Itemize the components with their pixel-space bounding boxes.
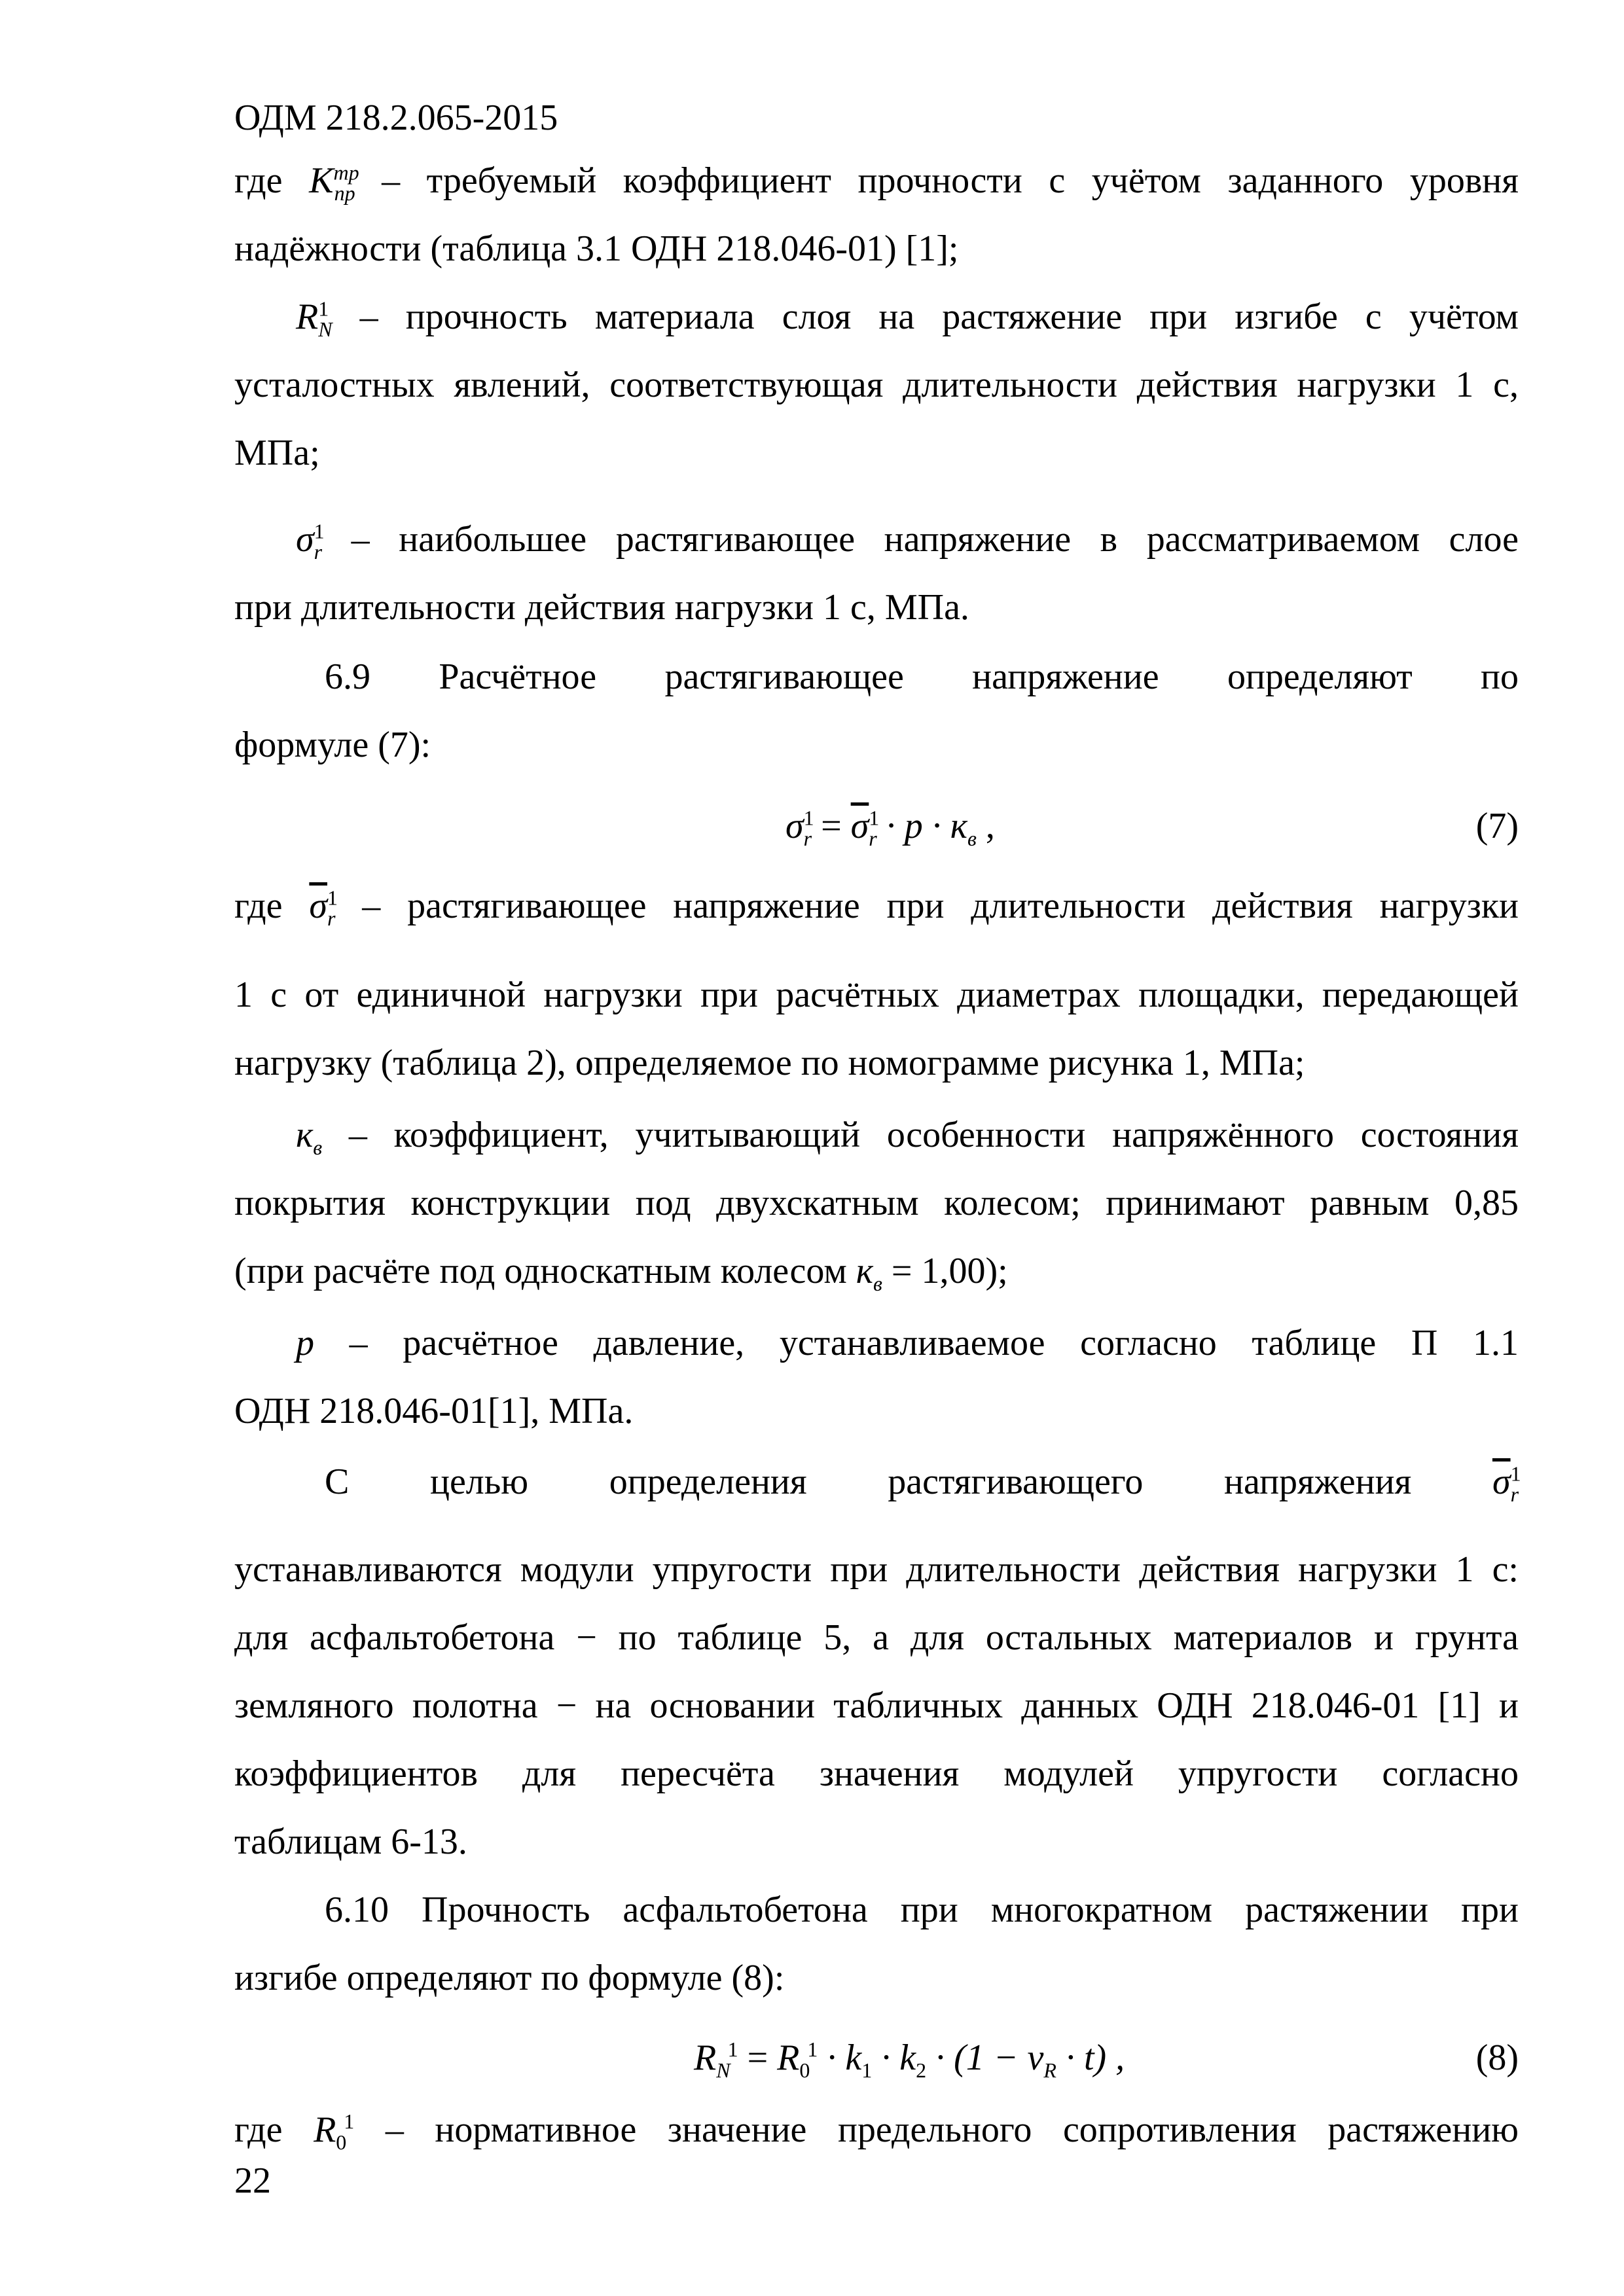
doc-header: ОДМ 218.2.065-2015 — [234, 98, 558, 138]
line-28-text: – нормативное значение предельного сопротивления растяжению — [385, 2109, 1519, 2150]
symbol-k-tr-pr: $K^{тр}_{пр}$ — [309, 160, 359, 206]
text-line-18: ОДН 218.046-01[1], МПа. — [234, 1391, 634, 1431]
text-line-24: таблицам 6-13. — [234, 1821, 467, 1862]
text-line-19 — [325, 1461, 1521, 1507]
text-line-13: нагрузку (таблица 2), определяемое по номограмме рисунка 1, МПа; — [234, 1043, 1305, 1083]
symbol-r-n: $R^1_N$ — [296, 296, 333, 342]
text-line-11 — [234, 885, 1519, 931]
text-line-23: коэффициентов для пересчёта значения модулей упругости согласно — [234, 1753, 1519, 1794]
word-gde: где — [234, 886, 283, 926]
symbol-k-v: $к_в$ — [296, 1115, 323, 1160]
text-line-8: 6.9 Расчётное растягивающее напряжение определяют по — [325, 656, 1519, 697]
line-1-text: – требуемый коэффициент прочности с учётом заданного уровня — [382, 160, 1519, 201]
line-16-text-b: = 1,00); — [891, 1251, 1008, 1291]
formula-8-number: (8) — [1475, 2037, 1519, 2078]
line-16-text-a: (при расчёте под односкатным колесом — [234, 1251, 847, 1291]
word-gde: где — [234, 2109, 283, 2150]
line-6-text: – наибольшее растягивающее напряжение в рассматриваемом слое — [351, 519, 1519, 560]
text-line-6 — [296, 518, 1519, 564]
symbol-r0: $R_0^1$ — [314, 2109, 355, 2155]
symbol-k-v-2: $к_в$ — [856, 1251, 882, 1296]
line-11-text: – растягивающее напряжение при длительности действия нагрузки — [362, 886, 1519, 926]
text-line-2: надёжности (таблица 3.1 ОДН 218.046-01) [1]; — [234, 228, 959, 269]
symbol-sigma-bar: $\overline{\sigma}^1_r$ — [309, 886, 338, 931]
line-3-text: – прочность материала слоя на растяжение при изгибе с учётом — [359, 296, 1519, 337]
formula-8: $R_N^1 = R_0^1 \cdot k_1 \cdot k_2 \cdot (1 - \nu_R \cdot t)$ , — [694, 2037, 1125, 2083]
text-line-17 — [296, 1322, 1519, 1364]
text-line-28 — [234, 2109, 1519, 2155]
text-line-7: при длительности действия нагрузки 1 с, МПа. — [234, 587, 969, 628]
text-line-1 — [234, 160, 1519, 206]
text-line-3 — [296, 296, 1519, 342]
symbol-sigma-r: $\sigma^1_r$ — [296, 519, 325, 564]
symbol-sigma-bar-2: $\overline{\sigma}^1_r$ — [1492, 1462, 1521, 1507]
text-line-15: покрытия конструкции под двухскатным колесом; принимают равным 0,85 — [234, 1183, 1519, 1223]
text-line-16 — [234, 1250, 1519, 1296]
text-line-9: формуле (7): — [234, 725, 431, 765]
word-gde: где — [234, 160, 283, 201]
text-line-22: земляного полотна − на основании табличных данных ОДН 218.046-01 [1] и — [234, 1685, 1519, 1726]
text-line-14 — [296, 1114, 1519, 1160]
line-19-text: С целью определения растягивающего напряжения — [325, 1462, 1412, 1502]
symbol-p: p — [296, 1323, 314, 1363]
page-number: 22 — [234, 2161, 271, 2201]
text-line-26: изгибе определяют по формуле (8): — [234, 1958, 785, 1998]
text-line-21: для асфальтобетона − по таблице 5, а для остальных материалов и грунта — [234, 1617, 1519, 1658]
text-line-20: устанавливаются модули упругости при длительности действия нагрузки 1 с: — [234, 1549, 1519, 1590]
line-17-text: – расчётное давление, устанавливаемое согласно таблице П 1.1 — [349, 1323, 1519, 1363]
text-line-5: МПа; — [234, 433, 320, 473]
text-line-4: усталостных явлений, соответствующая длительности действия нагрузки 1 с, — [234, 365, 1519, 405]
formula-7: $\sigma^1_r = \overline{\sigma}^1_r \cdot p \cdot к_в$ , — [785, 806, 995, 851]
text-line-25: 6.10 Прочность асфальтобетона при многократном растяжении при — [325, 1890, 1519, 1930]
text-line-12: 1 с от единичной нагрузки при расчётных диаметрах площадки, передающей — [234, 975, 1519, 1015]
line-14-text: – коэффициент, учитывающий особенности напряжённого состояния — [348, 1115, 1519, 1155]
formula-7-number: (7) — [1475, 806, 1519, 846]
